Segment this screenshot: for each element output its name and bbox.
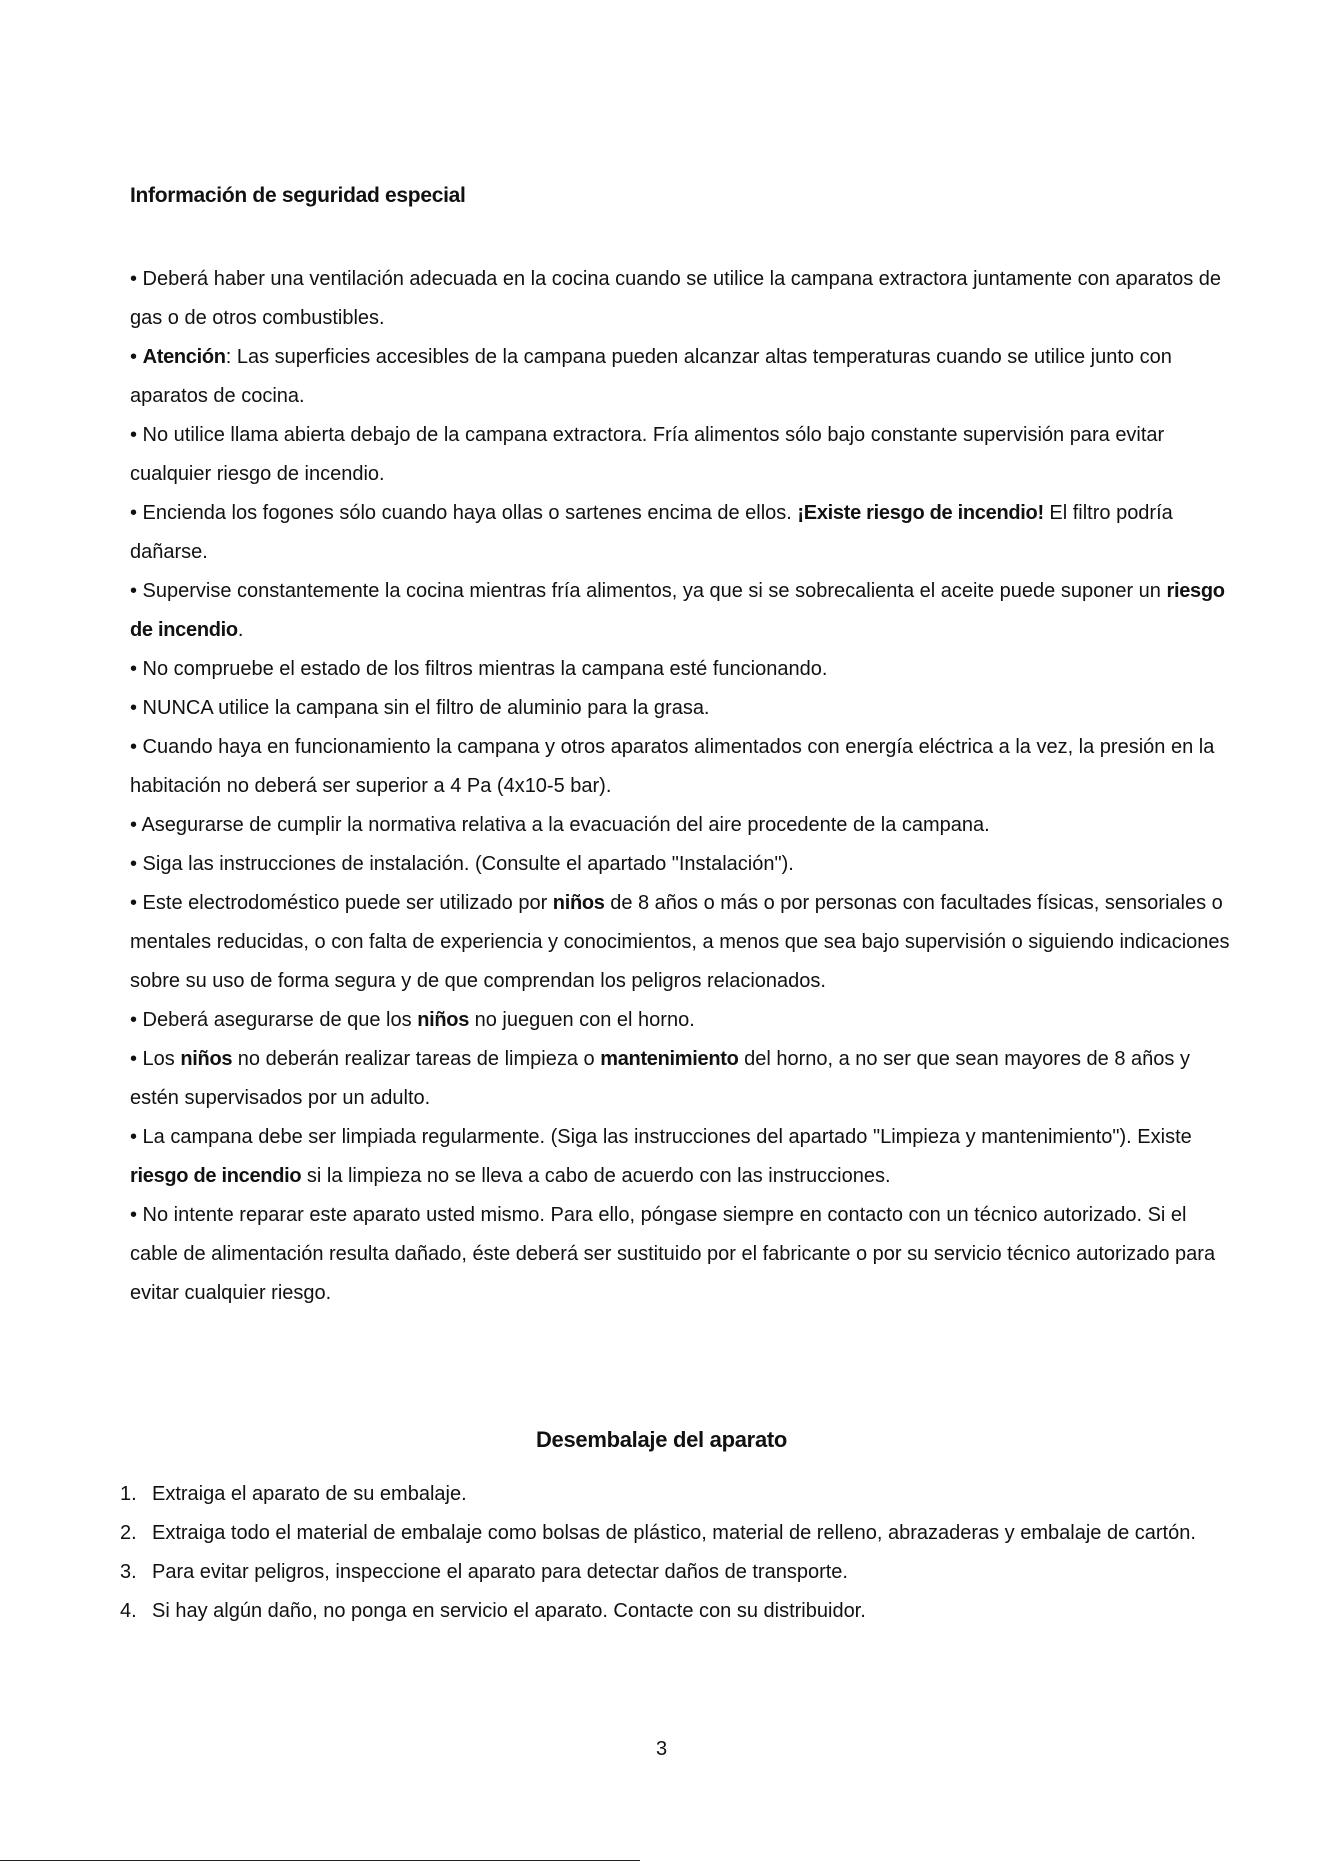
bullet-text: • No intente reparar este aparato usted mismo. Para ello, póngase siempre en contacto con un técnico autorizado. Si el cable de alimentación resulta dañado, éste deberá ser sustituido por el fabricante o por su servicio técnico autorizado para evitar cualquier riesgo. (130, 1204, 1216, 1304)
bullet-text: • Asegurarse de cumplir la normativa relativa a la evacuación del aire procedente de la campana. (130, 814, 990, 836)
step-text: Extraiga el aparato de su embalaje. (152, 1483, 467, 1505)
bullet-text: • Supervise constantemente la cocina mientras fría alimentos, ya que si se sobrecalienta el aceite puede suponer un (130, 580, 1167, 602)
safety-bullet (130, 884, 1230, 1001)
bullet-text: El filtro podría dañarse. (130, 502, 1173, 563)
safety-bullet (130, 728, 1230, 806)
safety-section-title: Información de seguridad especial (130, 184, 466, 207)
unpacking-step (120, 1592, 1230, 1631)
step-text: Si hay algún daño, no ponga en servicio el aparato. Contacte con su distribuidor. (152, 1600, 866, 1622)
bullet-emphasis: riesgo de incendio (130, 1165, 302, 1187)
bullet-text: • La campana debe ser limpiada regularmente. (Siga las instrucciones del apartado "Limpieza y mantenimiento"). Existe (130, 1126, 1192, 1148)
bullet-text: • No utilice llama abierta debajo de la campana extractora. Fría alimentos sólo bajo constante supervisión para evitar cualquier riesgo de incendio. (130, 424, 1165, 485)
step-number: 2. (120, 1522, 137, 1544)
bullet-text: : Las superficies accesibles de la campana pueden alcanzar altas temperaturas cuando se utilice junto con aparatos de cocina. (130, 346, 1172, 407)
safety-bullet (130, 845, 1230, 884)
unpacking-step (120, 1514, 1230, 1553)
bullet-emphasis: mantenimiento (600, 1048, 739, 1070)
safety-bullet (130, 1118, 1230, 1196)
bullet-text: no deberán realizar tareas de limpieza o (232, 1048, 601, 1070)
step-text: Extraiga todo el material de embalaje como bolsas de plástico, material de relleno, abrazaderas y embalaje de cartón. (152, 1522, 1196, 1544)
bullet-text: • Cuando haya en funcionamiento la campana y otros aparatos alimentados con energía eléctrica a la vez, la presión en la habitación no deberá ser superior a 4 Pa (4x10-5 bar). (130, 736, 1215, 797)
safety-bullet (130, 650, 1230, 689)
bullet-text: • NUNCA utilice la campana sin el filtro de aluminio para la grasa. (130, 697, 710, 719)
bullet-text: • No compruebe el estado de los filtros mientras la campana esté funcionando. (130, 658, 828, 680)
bullet-emphasis: niños (552, 892, 605, 914)
safety-bullet (130, 416, 1230, 494)
bullet-text: • Deberá haber una ventilación adecuada en la cocina cuando se utilice la campana extractora juntamente con aparatos de gas o de otros combustibles. (130, 268, 1222, 329)
bullet-emphasis: ¡Existe riesgo de incendio! (797, 502, 1044, 524)
bullet-text: • Siga las instrucciones de instalación. (Consulte el apartado "Instalación"). (130, 853, 794, 875)
bullet-text: no jueguen con el horno. (469, 1009, 695, 1031)
unpacking-step-list (120, 1475, 1230, 1631)
bullet-emphasis: niños (180, 1048, 233, 1070)
bullet-text: • Deberá asegurarse de que los (130, 1009, 418, 1031)
bullet-text: del horno, a no ser que sean mayores de 8 años y estén supervisados por un adulto. (130, 1048, 1190, 1109)
safety-bullet (130, 494, 1230, 572)
step-text: Para evitar peligros, inspeccione el aparato para detectar daños de transporte. (152, 1561, 848, 1583)
bullet-emphasis: niños (417, 1009, 470, 1031)
step-number: 4. (120, 1600, 137, 1622)
unpacking-step (120, 1553, 1230, 1592)
bullet-text: . (237, 619, 244, 641)
step-number: 3. (120, 1561, 137, 1583)
safety-bullet (130, 572, 1230, 650)
safety-bullet-list (130, 260, 1230, 1313)
bullet-text: • Los (130, 1048, 181, 1070)
safety-bullet (130, 1001, 1230, 1040)
safety-bullet (130, 1196, 1230, 1313)
step-number: 1. (120, 1483, 137, 1505)
safety-bullet (130, 806, 1230, 845)
safety-bullet (130, 338, 1230, 416)
safety-bullet (130, 1040, 1230, 1118)
unpacking-section-title: Desembalaje del aparato (535, 1427, 788, 1452)
bullet-text: • Encienda los fogones sólo cuando haya ollas o sartenes encima de ellos. (130, 502, 798, 524)
safety-bullet (130, 260, 1230, 338)
bullet-text: si la limpieza no se lleva a cabo de acuerdo con las instrucciones. (301, 1165, 891, 1187)
bullet-text: de 8 años o más o por personas con facultades físicas, sensoriales o mentales reducidas, o con falta de experiencia y conocimientos, a menos que sea bajo supervisión o siguiendo indicaciones sobre su uso de forma segura y de que comprendan los peligros relacionados. (130, 892, 1230, 992)
bullet-emphasis: riesgo de incendio (130, 580, 1225, 641)
safety-bullet (130, 689, 1230, 728)
unpacking-step (120, 1475, 1230, 1514)
page-number: 3 (655, 1738, 668, 1760)
bottom-rule-divider (0, 1860, 640, 1861)
bullet-text: • Este electrodoméstico puede ser utilizado por (130, 892, 553, 914)
bullet-text: • (130, 346, 143, 368)
bullet-emphasis: Atención (142, 346, 226, 368)
